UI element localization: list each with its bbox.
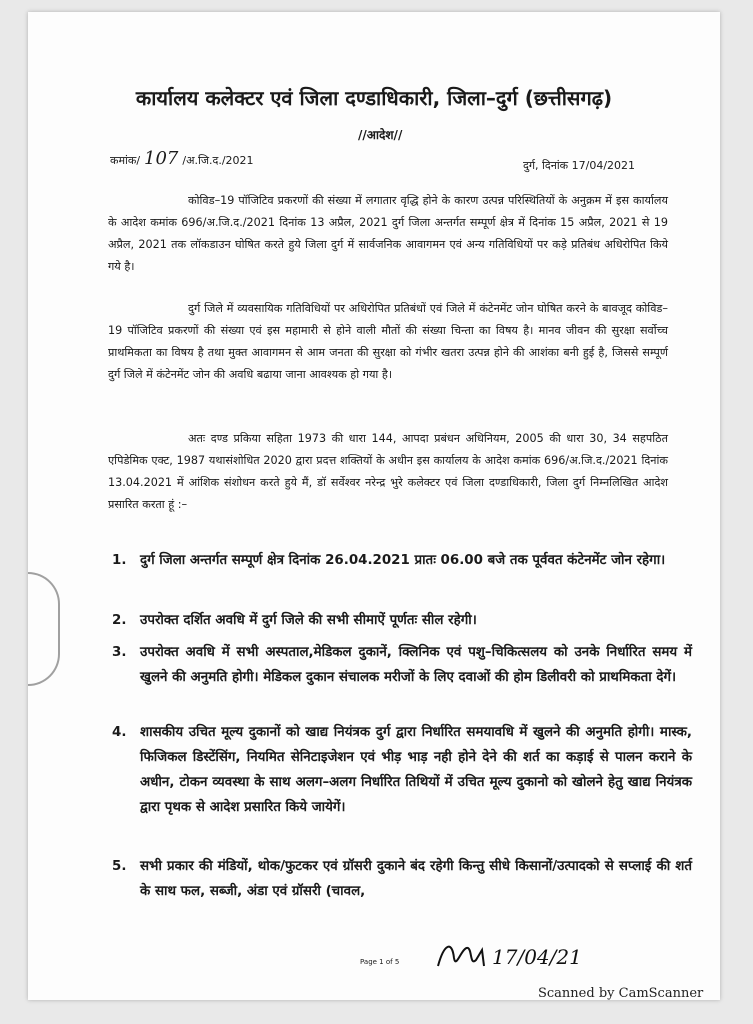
list-item-number: 4. (112, 725, 127, 740)
list-item-number: 3. (112, 645, 127, 660)
list-item-text: सभी प्रकार की मंडियों, थोक/फुटकर एवं ग्रॉसरी दुकाने बंद रहेगी किन्तु सीधे किसानों/उत्पादको से सप्लाई की शर्त के साथ फल, सब्जी, अंडा एवं ग्रॉसरी (चावल, (140, 859, 692, 899)
list-item-text: दुर्ग जिला अन्तर्गत सम्पूर्ण क्षेत्र दिनांक 26.04.2021 प्रातः 06.00 बजे तक पूर्ववत कंटेनमेंट जोन रहेगा। (140, 553, 666, 568)
document-page (28, 12, 720, 1000)
order-date: दुर्ग, दिनांक 17/04/2021 (523, 159, 636, 172)
signature (434, 936, 604, 976)
order-label: //आदेश// (358, 128, 403, 142)
page-number: Page 1 of 5 (360, 958, 400, 966)
list-item-number: 2. (112, 613, 127, 628)
scanner-watermark: Scanned by CamScanner (538, 986, 704, 1000)
list-item-text: उपरोक्त अवधि में सभी अस्पताल,मेडिकल दुकानें, क्लिनिक एवं पशु–चिकित्सलय को उनके निर्धारित समय में खुलने की अनुमति होगी। मेडिकल दुकान संचालक मरीजों के लिए दवाओं की होम डिलीवरी को प्राथमिकता देगें। (140, 645, 692, 685)
list-item-number: 5. (112, 859, 127, 874)
paragraph-1: कोविड–19 पॉजिटिव प्रकरणों की संख्या में लगातार वृद्धि होने के कारण उत्पन्न परिस्थितियों के अनुक्रम में इस कार्यालय के आदेश कमांक 696/अ.जि.द./2021 दिनांक 13 अप्रैल, 2021 दुर्ग जिला अन्तर्गत सम्पूर्ण क्षेत्र में दिनांक 15 अप्रैल, 2021 से 19 अप्रैल, 2021 तक लॉकडाउन घोषित करते हुये जिला दुर्ग में सार्वजनिक आवागमन एवं अन्य गतिविधियों पर कड़े प्रतिबंध अधिरोपित किये गये है। (108, 194, 668, 273)
office-heading: कार्यालय कलेक्टर एवं जिला दण्डाधिकारी, जिला–दुर्ग (छत्तीसगढ़) (135, 86, 613, 110)
signature-date: 17/04/21 (492, 945, 582, 969)
stamp-partial (28, 572, 60, 686)
ref-suffix: /अ.जि.द./2021 (182, 154, 254, 167)
list-item-number: 1. (112, 553, 127, 568)
reference-number (110, 148, 254, 169)
paragraph-2: दुर्ग जिले में व्यवसायिक गतिविधियों पर अधिरोपित प्रतिबंधों एवं जिले में कंटेनमेंट जोन घोषित करने के बावजूद कोविड–19 पॉजिटिव प्रकरणों की संख्या एवं इस महामारी से होने वाली मौतों की संख्या चिन्ता का विषय है। मानव जीवन की सुरक्षा सर्वोच्च प्राथमिकता का विषय है तथा मुक्त आवागमन से आम जनता की सुरक्षा को गंभीर खतरा उत्पन्न होने की आशंका बनी हुई है, जिससे सम्पूर्ण दुर्ग जिले में कंटेनमेंट जोन की अवधि बढाया जाना आवश्यक हो गया है। (108, 302, 668, 381)
ref-number-handwritten: 107 (144, 148, 179, 169)
ref-prefix: कमांक/ (110, 154, 141, 167)
paragraph-3: अतः दण्ड प्रकिया सहिता 1973 की धारा 144, आपदा प्रबंधन अधिनियम, 2005 की धारा 30, 34 सहपठित एपिडेमिक एक्ट, 1987 यथासंशोधित 2020 द्वारा प्रदत्त शक्तियों के अधीन इस कार्यालय के आदेश कमांक 696/अ.जि.द./2021 दिनांक 13.04.2021 में आंशिक संशोधन करते हुये मैं, डॉ सर्वेश्वर नरेन्द्र भुरे कलेक्टर एवं जिला दण्डाधिकारी, जिला दुर्ग निम्नलिखित आदेश प्रसारित करता हूं :– (108, 432, 668, 511)
list-item-text: उपरोक्त दर्शित अवधि में दुर्ग जिले की सभी सीमाऐं पूर्णतः सील रहेगी। (140, 613, 477, 628)
list-item-text: शासकीय उचित मूल्य दुकानों को खाद्य नियंत्रक दुर्ग द्वारा निर्धारित समयावधि में खुलने की अनुमति होगी। मास्क, फिजिकल डिस्टेंसिंग, नियमित सेनिटाइजेशन एवं भीड़ भाड़ नही होने देने की शर्त का कड़ाई से पालन कराने के अधीन, टोकन व्यवस्था के साथ अलग–अलग निर्धारित तिथियों में उचित मूल्य दुकानो को खोलने हेतु खाद्य नियंत्रक द्वारा पृथक से आदेश प्रसारित किये जायेगें। (140, 725, 692, 815)
